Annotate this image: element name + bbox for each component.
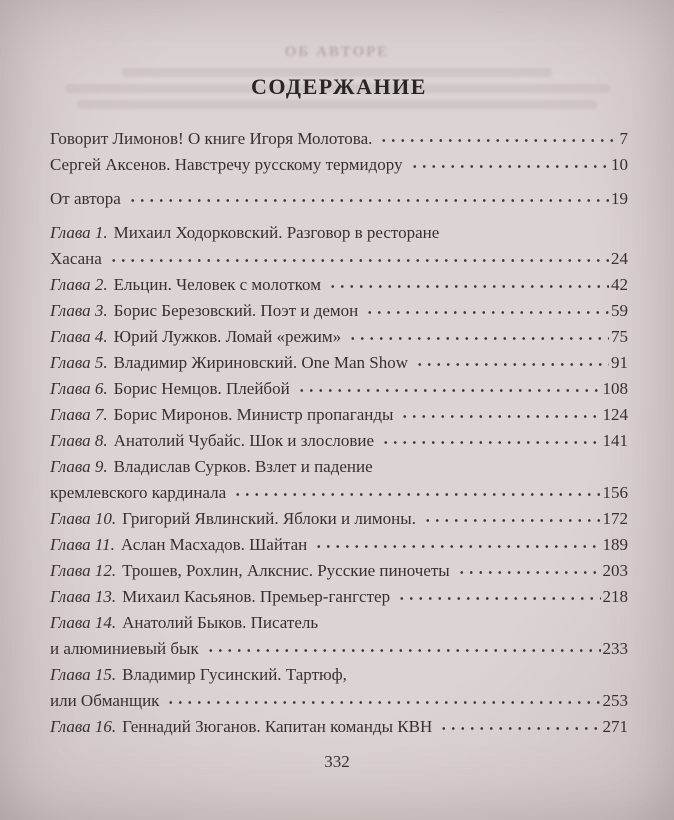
dot-leader xyxy=(314,533,600,550)
entry-title: Владимир Жириновский. One Man Show xyxy=(113,353,409,372)
entry-title-continued: Хасана xyxy=(50,249,102,268)
entry-page-number: 233 xyxy=(602,639,628,658)
toc-entry xyxy=(50,610,628,662)
dot-leader xyxy=(128,187,609,204)
entry-title-continued: и алюминиевый бык xyxy=(50,639,199,658)
toc-entry xyxy=(50,298,628,324)
toc-entry xyxy=(50,428,628,454)
entry-page-number: 7 xyxy=(619,129,628,148)
dot-leader xyxy=(423,507,601,524)
toc-entry-line xyxy=(50,714,628,740)
toc-entry-line xyxy=(50,402,628,428)
toc-entry xyxy=(50,324,628,350)
toc-entry-line xyxy=(50,428,628,454)
entry-page-number: 108 xyxy=(602,379,628,398)
chapter-prefix: Глава 1. xyxy=(50,223,108,242)
toc-entry-line xyxy=(50,480,628,506)
chapter-prefix: Глава 8. xyxy=(50,431,108,450)
chapter-prefix: Глава 11. xyxy=(50,535,115,554)
entry-page-number: 218 xyxy=(602,587,628,606)
entry-title: Борис Березовский. Поэт и демон xyxy=(113,301,359,320)
toc-entry xyxy=(50,454,628,506)
chapter-prefix: Глава 12. xyxy=(50,561,117,580)
dot-leader xyxy=(415,351,609,368)
page-title: СОДЕРЖАНИЕ xyxy=(251,74,427,99)
dot-leader xyxy=(439,715,600,732)
dot-leader xyxy=(410,153,609,170)
toc-entry-line xyxy=(50,246,628,272)
dot-leader xyxy=(365,299,609,316)
chapter-prefix: Глава 6. xyxy=(50,379,108,398)
chapter-prefix: Глава 16. xyxy=(50,717,117,736)
toc-entry xyxy=(50,558,628,584)
toc-entry-line xyxy=(50,558,628,584)
dot-leader xyxy=(348,325,609,342)
toc-entry-line xyxy=(50,506,628,532)
entry-title: Говорит Лимонов! О книге Игоря Молотова. xyxy=(50,129,373,148)
dot-leader xyxy=(379,127,617,144)
dot-leader xyxy=(328,273,609,290)
chapter-prefix: Глава 5. xyxy=(50,353,108,372)
entry-title: Михаил Касьянов. Премьер-гангстер xyxy=(122,587,391,606)
entry-page-number: 156 xyxy=(602,483,628,502)
toc-entry-line xyxy=(50,610,628,636)
entry-page-number: 124 xyxy=(602,405,628,424)
toc-entry xyxy=(50,126,628,152)
toc-entry xyxy=(50,350,628,376)
toc-entry-line xyxy=(50,126,628,152)
chapter-prefix: Глава 3. xyxy=(50,301,108,320)
entry-page-number: 253 xyxy=(602,691,628,710)
toc-entry-line xyxy=(50,324,628,350)
entry-title: Геннадий Зюганов. Капитан команды КВН xyxy=(122,717,433,736)
toc-entry-line xyxy=(50,152,628,178)
entry-title: Анатолий Чубайс. Шок и злословие xyxy=(113,431,375,450)
entry-title: Михаил Ходорковский. Разговор в ресторане xyxy=(113,223,440,242)
toc-entry xyxy=(50,714,628,740)
entry-title: Владимир Гусинский. Тартюф, xyxy=(122,665,347,684)
toc-entry-line xyxy=(50,532,628,558)
dot-leader xyxy=(297,377,601,394)
chapter-prefix: Глава 10. xyxy=(50,509,117,528)
toc-content xyxy=(50,74,628,740)
dot-leader xyxy=(400,403,600,420)
toc-entry xyxy=(50,376,628,402)
entry-page-number: 10 xyxy=(611,155,628,174)
chapter-prefix: Глава 4. xyxy=(50,327,108,346)
toc-entry xyxy=(50,186,628,212)
dot-leader xyxy=(397,585,600,602)
toc-entry-line xyxy=(50,454,628,480)
toc-entry xyxy=(50,152,628,178)
dot-leader xyxy=(206,637,601,654)
entry-title: Владислав Сурков. Взлет и падение xyxy=(113,457,373,476)
entry-page-number: 141 xyxy=(602,431,628,450)
entry-title-continued: или Обманщик xyxy=(50,691,160,710)
toc-entry-line xyxy=(50,662,628,688)
toc-entry-line xyxy=(50,298,628,324)
toc-entry-line xyxy=(50,272,628,298)
dot-leader xyxy=(381,429,600,446)
toc-entry xyxy=(50,532,628,558)
chapter-prefix: Глава 7. xyxy=(50,405,108,424)
footer-page-number: 332 xyxy=(324,752,350,771)
entry-title: Григорий Явлинский. Яблоки и лимоны. xyxy=(122,509,416,528)
toc-entry-line xyxy=(50,584,628,610)
entry-page-number: 24 xyxy=(611,249,628,268)
entry-title: Борис Миронов. Министр пропаганды xyxy=(113,405,394,424)
dot-leader xyxy=(457,559,601,576)
chapter-prefix: Глава 14. xyxy=(50,613,117,632)
toc-entry-line xyxy=(50,376,628,402)
entry-page-number: 203 xyxy=(602,561,628,580)
toc-entry-line xyxy=(50,636,628,662)
toc-entry-line xyxy=(50,688,628,714)
toc-entry-line xyxy=(50,220,628,246)
entry-title: Ельцин. Человек с молотком xyxy=(113,275,321,294)
toc-entry-line xyxy=(50,350,628,376)
entry-title: Юрий Лужков. Ломай «режим» xyxy=(113,327,342,346)
entry-page-number: 189 xyxy=(602,535,628,554)
dot-leader xyxy=(166,689,600,706)
entry-title-continued: кремлевского кардинала xyxy=(50,483,227,502)
entry-page-number: 172 xyxy=(602,509,628,528)
toc-entry xyxy=(50,272,628,298)
entry-title: Трошев, Рохлин, Алкснис. Русские пиночеты xyxy=(122,561,450,580)
entry-title: Аслан Масхадов. Шайтан xyxy=(120,535,308,554)
entry-title: Сергей Аксенов. Навстречу русскому термидору xyxy=(50,155,403,174)
entry-page-number: 42 xyxy=(611,275,628,294)
entry-title: Борис Немцов. Плейбой xyxy=(113,379,290,398)
chapter-prefix: Глава 2. xyxy=(50,275,108,294)
entry-title: От автора xyxy=(50,189,121,208)
toc-entry xyxy=(50,584,628,610)
chapter-prefix: Глава 13. xyxy=(50,587,117,606)
chapter-prefix: Глава 15. xyxy=(50,665,117,684)
chapter-prefix: Глава 9. xyxy=(50,457,108,476)
toc-entry xyxy=(50,402,628,428)
toc-entry-line xyxy=(50,186,628,212)
entry-page-number: 19 xyxy=(611,189,628,208)
entry-page-number: 75 xyxy=(611,327,628,346)
entry-page-number: 59 xyxy=(611,301,628,320)
toc-entry xyxy=(50,662,628,714)
entry-page-number: 91 xyxy=(611,353,628,372)
entry-title: Анатолий Быков. Писатель xyxy=(122,613,319,632)
toc-entry xyxy=(50,506,628,532)
entry-page-number: 271 xyxy=(602,717,628,736)
dot-leader xyxy=(109,247,609,264)
bleedthrough-text: ОБ АВТОРЕ xyxy=(284,44,390,60)
dot-leader xyxy=(233,481,600,498)
toc-entry xyxy=(50,220,628,272)
